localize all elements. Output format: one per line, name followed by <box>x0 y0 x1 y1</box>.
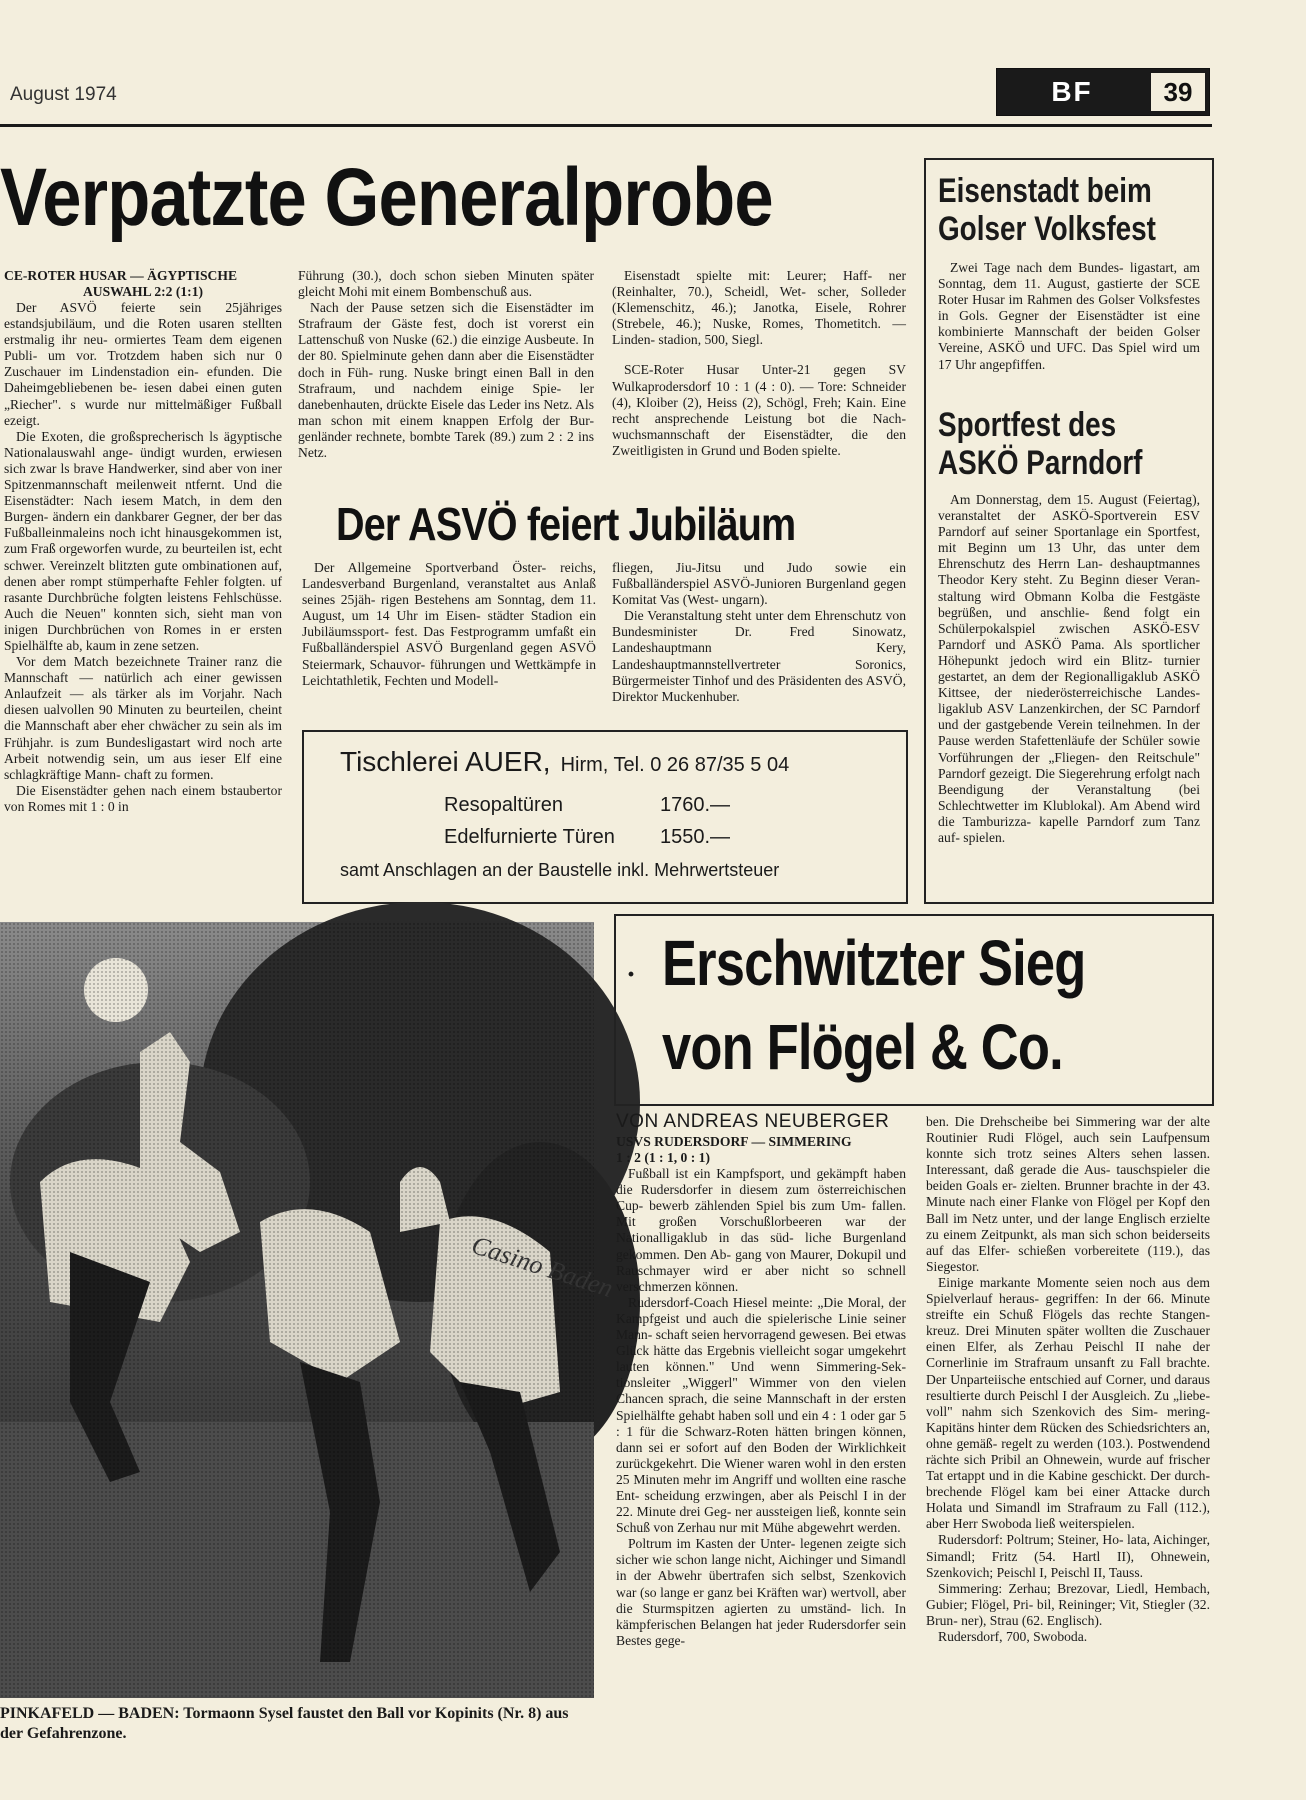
sidebar-headline2-line2: ASKÖ Parndorf <box>938 444 1143 482</box>
jersey-text: Casino Baden <box>468 1230 617 1304</box>
page-number: 39 <box>1151 73 1205 111</box>
bullet-icon: · <box>626 958 637 991</box>
paragraph: Vor dem Match bezeichnete Trainer ranz die Mannschaft — natürlich ach einer gewissen Anlaufzeit — als tärker als im Vorjahr. Nach diesen ualvollen 90 Minuten zu beurteilen, cheint die Mannschaft aber eher chwächer zu sein als im Frühjahr. is zum Bundesligastart wird noch arte Arbeit notwendig sein, um aus ieser Elf eine schlagkräftige Mann- chaft zu formen. <box>4 654 282 782</box>
paragraph: Zwei Tage nach dem Bundes- ligastart, am Sonntag, dem 11. August, gastierte der SCE Roter Husar im Rahmen des Golser Volksfestes in Gols. Gegner der Eisenstädter ist eine kombinierte Mannschaft der beiden Golser Vereine, ASKÖ und UFC. Das Spiel wird um 17 Uhr angepfiffen. <box>938 260 1200 372</box>
match-info: Rudersdorf, 700, Swoboda. <box>938 1629 1088 1644</box>
youth-match-report: SCE-Roter Husar Unter-21 gegen SV Wulkaprodersdorf 10 : 1 (4 : 0). — Tore: Schneider (4), Kloiber (2), Heiss (2), Schögl, Freh; Kain. Eine recht ansprechende Leistung bot die Nach- wuchsmannschaft der Eisenstädter, die den Zweitligisten in Grund und Boden spielte. <box>612 362 906 458</box>
team-lineup: Simmering: Zerhau; Brezovar, Liedl, Hembach, Gubier; Flögel, Pri- bil, Reininger; Vit, Stiegler (32. Brun- ner), Strau (62. Englisch). <box>926 1580 1210 1628</box>
ad-item2-price: 1550.— <box>660 826 731 848</box>
ad-location-phone: Hirm, Tel. 0 26 87/35 5 04 <box>560 754 790 776</box>
article1-result-line2: AUSWAHL 2:2 (1:1) <box>82 284 204 299</box>
sidebar-box <box>924 158 1214 904</box>
paragraph: Einige markante Momente seien noch aus dem Spielverlauf heraus- gegriffen: In der 66. Minute streifte ein Schuß Flögels das rechte Stangen- kreuz. Drei Minuten später wollten die Zuschauer einen Elfer, als Zerhau Peischl II nahe der Cornerlinie im Strafraum unsanft zu Fall brachte. Der Unparteiische entschied auf Corner, und daraus resultierte durch Peischl I der Ausgleich. Zu „liebe- voll" nahm sich Szenkovich des Sim- mering-Kapitäns hinter dem Rücken des Schiedsrichters an, ohne gemäß- regelt zu werden (103.). Postwendend rächte sich Pribil an Ohnewein, wurde auf frischer Tat ertappt und in die Kabine geschickt. Der durch- brechende Flögel kam bei einer Attacke durch Holata und Simandl im Strafraum zu Fall (112.), aber Herr Swoboda ließ weiterspielen. <box>926 1274 1210 1532</box>
team-lineup: Eisenstadt spielte mit: Leurer; Haff- ner (Reinhalter, 70.), Scheidl, Wet- scher, Solleder (Klemenschitz, 46.); Janotka, Eisele, Rohrer (Strebele, 46.); Nuske, Romes, Thometitch. — Linden- stadion, 500, Siegl. <box>612 268 906 348</box>
article3-result-line1: USVS RUDERSDORF — SIMMERING <box>616 1134 852 1150</box>
ad-item1-price: 1760.— <box>660 794 731 816</box>
sidebar-headline1-line1: Eisenstadt beim <box>938 172 1152 210</box>
article2-headline: Der ASVÖ feiert Jubiläum <box>336 498 796 550</box>
paragraph: Führung (30.), doch schon sieben Minuten später gleicht Mohi mit einem Bombenschuß aus. <box>298 268 594 300</box>
header-rule <box>0 124 1212 127</box>
paragraph: Der Allgemeine Sportverband Öster- reichs, Landesverband Burgenland, veranstaltet aus Anlaß seines 25jäh- rigen Bestehens am Sonntag, dem 11. August, um 14 Uhr im Eisen- städter Stadion ein Jubiläumssport- fest. Das Festprogramm umfaßt ein Fußballänderspiel ASVÖ Burgenland gegen ASVÖ Steiermark, Schauvor- führungen und Wettkämpfe in Leichtathletik, Fechten und Modell- <box>302 560 596 688</box>
paragraph: fliegen, Jiu-Jitsu und Judo sowie ein Fußballänderspiel ASVÖ-Junioren Burgenland gegen Komitat Vas (West- ungarn). <box>612 560 906 608</box>
photo-caption: PINKAFELD — BADEN: Tormaonn Sysel faustet den Ball vor Kopinits (Nr. 8) aus der Gefahrenzone. <box>0 1705 569 1742</box>
article1-result-line1: CE-ROTER HUSAR — ÄGYPTISCHE <box>4 268 238 283</box>
article3-headline-line2: von Flögel & Co. <box>662 1011 1063 1083</box>
paragraph: Am Donnerstag, dem 15. August (Feiertag), veranstaltet der ASKÖ-Sportverein ESV Parndorf auf seiner Sportanlage ein Sportfest, mit Beginn um 13 Uhr, das unter dem Ehrenschutz des Herrn Lan- deshauptmannes Theodor Kery steht. Zu Beginn dieser Veran- staltung wird Obmann Kolba die Festgäste begrüßen, und anschlie- ßend folgt ein Schülerpokalspiel zwischen ASKÖ-ESV Parndorf und ASKÖ Pama. Als sportlicher Höhepunkt jedoch wird ein Blitz- turnier gestartet, an dem der Regionalligaklub ASKÖ Kittsee, der niederösterreichische Landes- ligaklub ASV Lanzenkirchen, der SC Parndorf und der gastgebende Verein teilnehmen. In der Pause werden Stafettenläufe der Schüler sowie Vorführungen der „Fliegen- den Reitschule" Parndorf gezeigt. Die Siegerehrung erfolgt nach Beendigung der Veranstaltung (bei Schlechtwetter im Klublokal). Am Abend wird die Tamburizza- kapelle Parndorf zum Tanz auf- spielen. <box>938 492 1200 845</box>
paragraph: Die Eisenstädter gehen nach einem bstaubertor von Romes mit 1 : 0 in <box>4 782 282 814</box>
section-badge <box>996 68 1210 116</box>
article2-column-2 <box>612 560 906 710</box>
article3-column-2 <box>926 1114 1210 1762</box>
article3-result-line2: 1 : 2 (1 : 1, 0 : 1) <box>616 1150 711 1166</box>
article2-column-1 <box>302 560 596 710</box>
article3-column-1 <box>616 1111 906 1762</box>
paragraph: Poltrum im Kasten der Unter- legenen zeigte sich sicher wie schon lange nicht, Aichinger und Simandl in der Abwehr übertrafen sich selbst, Szenkovich war (so lange er ganz bei Kräften war) wertvoll, aber die Sturmspitzen agierten zu umständ- lich. In kämpferischen Belangen hat jeder Rudersdorfer sein Bestes gege- <box>616 1536 906 1648</box>
issue-date: August 1974 <box>10 84 117 105</box>
sidebar-headline1-line2: Golser Volksfest <box>938 210 1156 248</box>
paragraph: Fußball ist ein Kampfsport, und gekämpft haben die Rudersdorfer in diesem zum österreichischen Cup- bewerb zählenden Spiel bis zum Um- fallen. Mit großen Vorschußlorbeeren war der Nationalligaklub in das süd- liche Burgenland gekommen. Den Ab- gang von Maurer, Dokupil und Rauschmayer wird er aber nicht so schnell verschmerzen können. <box>616 1166 906 1294</box>
article3-headline-box <box>614 914 1214 1106</box>
section-label: BF <box>1051 76 1093 107</box>
ad-footer: samt Anschlagen an der Baustelle inkl. Mehrwertsteuer <box>340 860 780 880</box>
ad-company: Tischlerei AUER, <box>340 746 551 777</box>
paragraph: Nach der Pause setzen sich die Eisenstädter im Strafraum der Gäste fest, doch ist vorerst ein Lattenschuß von Nuske (62.) die einzige Ausbeute. In der 80. Spielminute gehen dann aber die Eisenstädter doch in Füh- rung. Nuske bringt einen Ball in den Strafraum, und nachdem einige Spie- ler danebenhauten, drückte Eisele das Leder ins Netz. Als man schon mit einem knappen Erfolg der Bur- genländer rechnete, bombte Tarek (89.) zum 2 : 2 ins Netz. <box>298 300 594 461</box>
paragraph: Rudersdorf-Coach Hiesel meinte: „Die Moral, der Kampfgeist und auch die spielerische Linie seiner Mann- schaft seien hervorragend gewesen. Bei etwas Glück hätte das Ergebnis vielleicht sogar umgekehrt lauten können." Und wenn Simmering-Sek- tionsleiter „Wiggerl" Wimmer von den vielen Chancen sprach, die seine Mannschaft in der ersten Spielhälfte gehabt haben soll und ein 4 : 1 oder gar 5 : 1 für die Schwarz-Roten hätten bringen können, dann sei er sofort auf den Boden der Wirklichkeit zurückgekehrt. Die Wiener waren wohl in den ersten 25 Minuten mehr im Angriff und wollten eine rasche Ent- scheidung erzwingen, aber als Peischl I in der 22. Minute drei Geg- ner aussteigen ließ, konnte sein Schuß von Zerhau nur mit Mühe abgewehrt werden. <box>616 1294 906 1536</box>
byline: VON ANDREAS NEUBERGER <box>616 1111 890 1132</box>
article1-column-3 <box>612 268 906 490</box>
paragraph: Der ASVÖ feierte sein 25jähriges estandsjubiläum, und die Roten usaren stellten erstmalig ihr neu- ormiertes Team dem eigenen Publi- um vor. Trotzdem haben sich nur 0 Zuschauer im Lindenstadion ein- efunden. Die Daheimgebliebenen be- iesen dabei einen guten „Riecher". s wurde nur mittelmäßiger Fußball ezeigt. <box>4 300 282 428</box>
article3-headline-line1: Erschwitzter Sieg <box>662 927 1086 999</box>
sidebar-headline2-line1: Sportfest des <box>938 406 1117 444</box>
match-photo <box>0 922 617 1698</box>
team-lineup: Rudersdorf: Poltrum; Steiner, Ho- lata, Aichinger, Simandl; Fritz (54. Hartl II), Ohnewein, Szenkovich; Peischl I, Peischl II, Tauss. <box>926 1532 1210 1580</box>
advertisement-box <box>302 730 908 904</box>
paragraph: ben. Die Drehscheibe bei Simmering war der alte Routinier Rudi Flögel, auch sein Laufpensum konnte sich trotz seines Alters sehen lassen. Interessant, daß gerade die Aus- tauschspieler die beiden Goals er- zielten. Brunner brachte in der 43. Minute nach einer Flanke von Flögel per Kopf den Ball im Netz unter, und der lange Englisch erzielte zu einem Zeitpunkt, als man sich schon beiderseits auf das Elfer- schießen vorbereitete (119.), das Siegestor. <box>926 1114 1210 1274</box>
article1-headline: Verpatzte Generalprobe <box>0 152 773 243</box>
ad-item2-name: Edelfurnierte Türen <box>444 826 615 848</box>
article1-column-2 <box>298 268 594 488</box>
ad-item1-name: Resopaltüren <box>444 794 563 816</box>
article1-column-1 <box>4 268 282 908</box>
sidebar-text1-block <box>938 260 1200 410</box>
paragraph: Die Exoten, die großsprecherisch ls ägyptische Nationalauswahl ange- ündigt wurden, erwiesen sich zwar ls brave Handwerker, sind aber von iner Spitzenmannschaft meilenweit ntfernt. Und die Eisenstädter: Nach iesem Match, in dem den Burgen- ändern ein dankbarer Gegner, der ber das Fußballeinmaleins noch icht hinausgekommen ist, zum Fraß orgeworfen wurde, zu beurteilen ist, echt schwer. Vereinzelt blitzten gute ombinationen auf, denen aber rompt stümperhafte Fehler folgten. uf rasante Durchbrüche folgten leistens Fehlschüsse. Auch die Neuen" konnten sich, sieht man von inigen Durchbrüchen von Romes in er ersten Spielhälfte ab, kaum in zene setzen. <box>4 428 282 653</box>
sidebar-text2-block <box>938 492 1200 892</box>
match-photo-image <box>0 922 617 1698</box>
paragraph: Die Veranstaltung steht unter dem Ehrenschutz von Bundesminister Dr. Fred Sinowatz, Landeshauptmann Kery, Landeshauptmannstellvertreter Soronics, Bürgermeister Tinhof und des Präsidenten des ASVÖ, Direktor Muckenhuber. <box>612 608 906 704</box>
